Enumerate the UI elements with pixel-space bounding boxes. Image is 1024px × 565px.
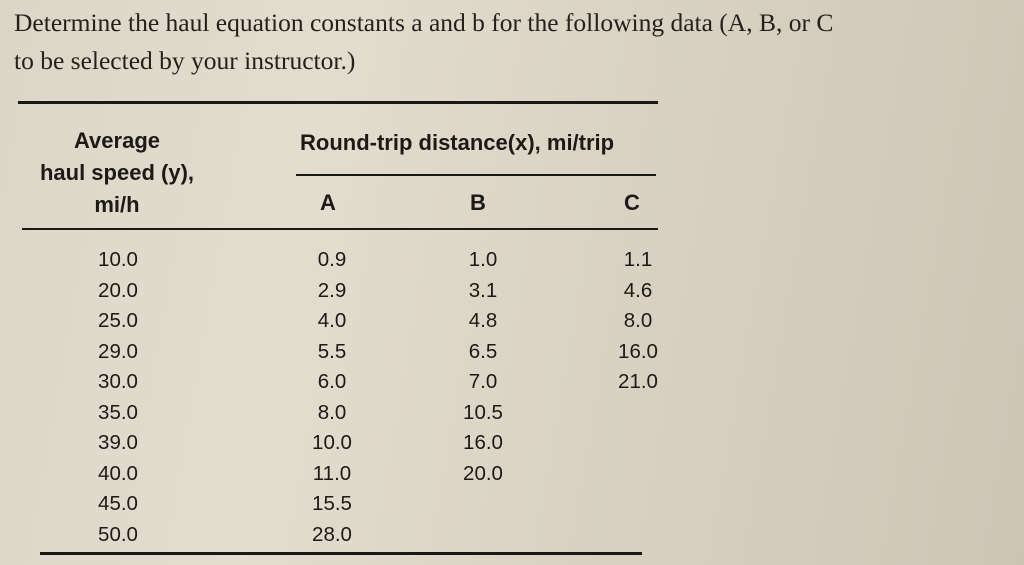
- table-cell: 0.9: [317, 248, 347, 271]
- table-cell: 3.1: [468, 278, 498, 302]
- table-cell: 5.5: [317, 339, 347, 363]
- table-cell: 50.0: [98, 522, 138, 546]
- table-cell: 16.0: [618, 339, 658, 363]
- table-cell: 15.5: [312, 492, 352, 515]
- table-cell: 4.8: [468, 309, 498, 332]
- table-cell: 16.0: [463, 431, 503, 454]
- b-values-column: [443, 245, 523, 489]
- table-cell: 1.1: [623, 248, 653, 271]
- table-cell: 4.0: [317, 309, 347, 332]
- table-cell: 25.0: [98, 309, 138, 332]
- table-cell: 20.0: [98, 278, 138, 302]
- y-values-column: [78, 245, 158, 550]
- table-cell: 28.0: [312, 522, 352, 546]
- c-values-column: [598, 245, 678, 398]
- table-cell: 11.0: [312, 461, 352, 485]
- table-cell: 39.0: [98, 431, 138, 454]
- column-header-a: A: [320, 190, 336, 215]
- y-column-header: Average haul speed (y), mi/h: [39, 128, 195, 217]
- header-bottom-rule: [22, 228, 658, 230]
- table-cell: 6.5: [468, 339, 498, 363]
- table-cell: 30.0: [98, 370, 138, 393]
- table-cell: 1.0: [468, 248, 498, 271]
- table-cell: 2.9: [317, 278, 347, 302]
- table-bottom-rule: [40, 552, 642, 555]
- problem-statement: [14, 4, 1014, 80]
- table-cell: 20.0: [463, 461, 503, 485]
- table-cell: 10.0: [312, 431, 352, 454]
- table-cell: 8.0: [623, 309, 653, 332]
- table-cell: 21.0: [618, 370, 658, 393]
- problem-line-1: Determine the haul equation constants a and b for the following data (A, B, or C: [14, 8, 834, 37]
- table-cell: 29.0: [98, 339, 138, 363]
- table-cell: 8.0: [317, 400, 347, 424]
- table-cell: 10.5: [463, 400, 503, 424]
- table-cell: 35.0: [98, 400, 138, 424]
- column-header-c: C: [624, 190, 640, 215]
- table-cell: 7.0: [468, 370, 498, 393]
- table-cell: 45.0: [98, 492, 138, 515]
- table-cell: 40.0: [98, 461, 138, 485]
- table-cell: 10.0: [98, 248, 138, 271]
- table-top-rule: [18, 101, 658, 104]
- a-values-column: [292, 245, 372, 550]
- group-header-rule: [296, 174, 656, 176]
- problem-line-2: to be selected by your instructor.): [14, 46, 356, 75]
- table-cell: 6.0: [317, 370, 347, 393]
- column-header-b: B: [470, 190, 486, 215]
- distance-group-header: Round-trip distance(x), mi/trip: [300, 130, 615, 155]
- table-cell: 4.6: [623, 278, 653, 302]
